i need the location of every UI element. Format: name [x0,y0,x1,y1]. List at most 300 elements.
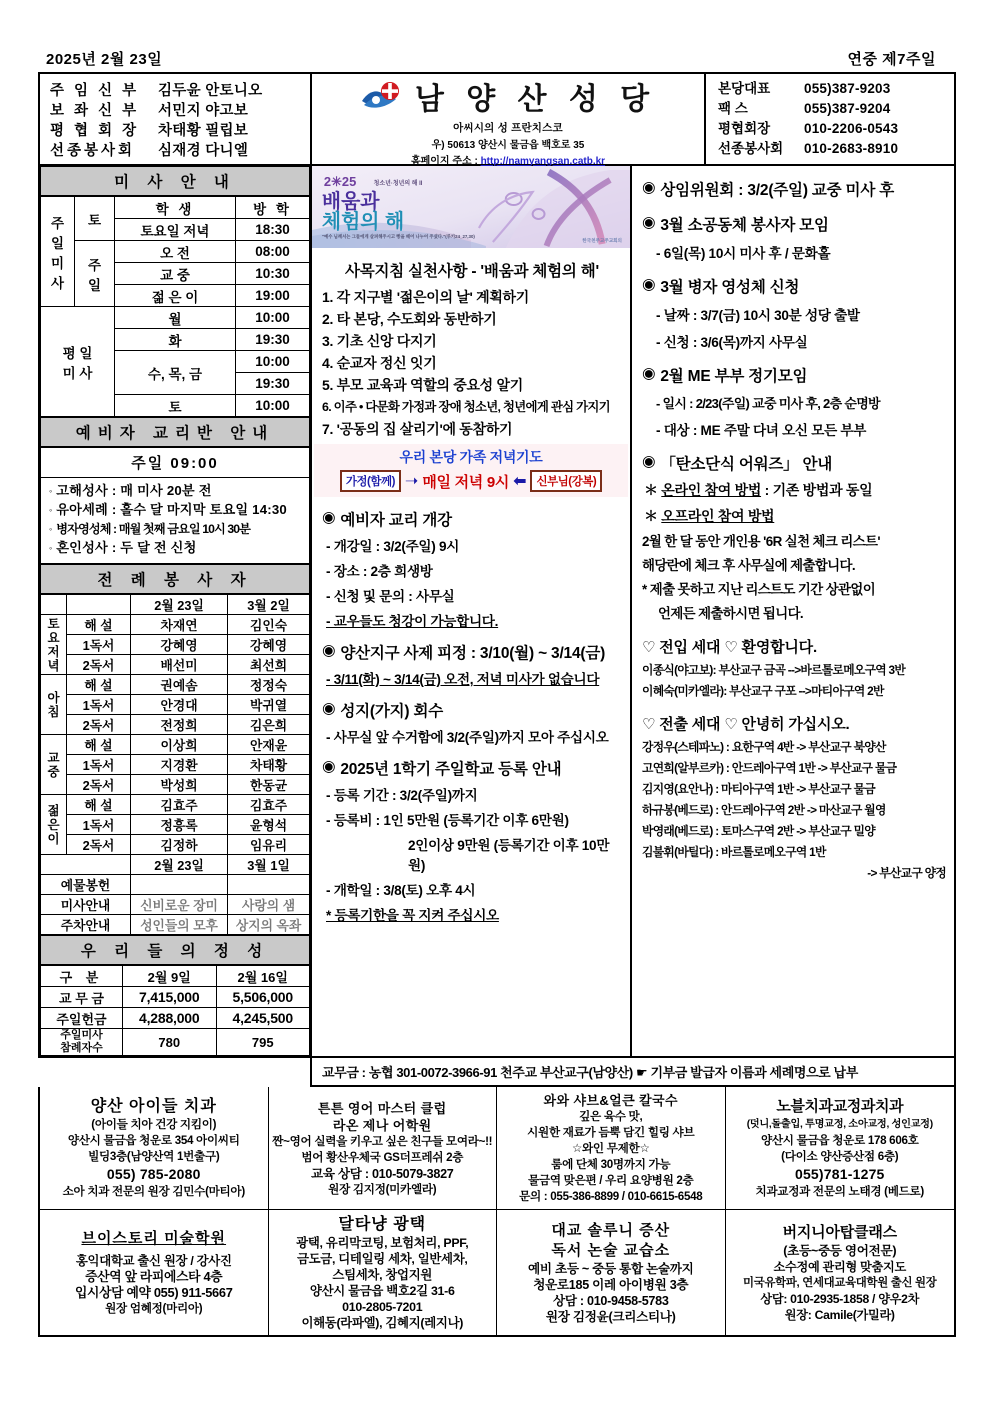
svg-text:배움과: 배움과 [321,190,380,214]
staff-row [50,81,310,101]
offering-title: 우 리 들 의 정 성 [40,935,310,965]
servers-name-a: 정흥록 [131,815,228,835]
offering-value-a: 780 [123,1029,217,1056]
mass-time: 10:30 [236,263,310,285]
servers-name-b: 차태황 [228,755,310,775]
table-row [41,635,310,655]
offering-label-line1: 주일미사 [60,1029,103,1041]
mass-time: 19:30 [236,329,310,351]
servers-name-a: 지경환 [131,755,228,775]
ad-line: 양산시 물금읍 청운로 354 아이씨티 [67,1134,240,1147]
carbon-body-line: 해당란에 체크 후 사무실에 제출합니다. [642,558,855,573]
servers-group-label: 교 중 [41,735,67,795]
mass-time: 18:30 [236,219,310,241]
ad-subtitle: 짠~영어 실력을 키우고 싶은 친구들 모여라~!! [272,1134,493,1148]
ad-phone: 055)781-1275 [794,1166,885,1182]
contact-label: 본당대표 [718,81,771,96]
transfer-out-row: 김지영(요안나) : 마티아구역 1반 -> 부산교구 물금 [642,782,875,796]
mass-head-vacation: 방 학 [236,197,310,219]
mass-name: 교 중 [115,263,236,285]
carbon-online-label: 온라인 참여 방법 [661,482,762,498]
middle-column [312,166,632,1056]
servers-name-a: 권예솜 [131,675,228,695]
mass-schedule-table [40,196,310,417]
mass-time: 10:00 [236,351,310,373]
offering-table [40,965,310,1056]
mass-day-sun: 주 일 [75,241,115,307]
offering-label [41,1029,123,1056]
church-logo-icon [360,81,406,111]
bullet-icon: ◦ [49,486,53,496]
bulletin-date: 2025년 2월 23일 [46,51,163,68]
staff-row [50,101,310,121]
announcement-heading: 성지(가지) 회수 [340,703,443,720]
ad-line: 상담 : 010-9458-5783 [552,1294,669,1308]
catechumen-time: 주일 09:00 [40,447,310,478]
transfer-out-heading: ♡ 전출 세대 ♡ 안녕히 가십시오. [642,716,850,733]
list-item [49,482,303,501]
sacrament-notes [40,478,310,564]
table-row [41,197,310,219]
ad-title: 튼튼 영어 마스터 클럽 [317,1100,447,1116]
ad-card[interactable] [497,1209,726,1335]
star-icon: ＊ [644,508,658,524]
table-row [41,795,310,815]
note-text: 고해성사 : 매 미사 20분 전 [56,483,212,498]
servers-group-label: 아 침 [41,675,67,735]
announcement-heading: 3월 소공동체 봉사자 모임 [660,217,829,234]
offering-label-line2: 참례자수 [60,1042,103,1054]
servers-role: 2독서 [67,835,131,855]
servers-group-label: 젊 은 이 [41,795,67,855]
transfer-out-last-line: -> 부산교구 양정 [867,866,946,880]
patron-saint: 아씨시의 성 프란치스코 [453,121,563,134]
servers-role: 2독서 [67,655,131,675]
ad-line: 빌딩3층(남양산역 1번출구) [88,1150,220,1163]
prayer-tag-priest: 신부님(강복) [530,470,602,492]
ad-line: 청운로185 이레 아이병원 3층 [533,1278,689,1292]
homepage-label: 홈페이지 주소 : [410,155,481,167]
guidelines-block [312,248,630,440]
bullet-icon: ◦ [49,524,53,534]
right-column [632,166,954,1056]
contact-value: 010-2206-0543 [804,121,899,136]
bullet-circle-icon: ◉ [642,179,656,196]
homepage-link[interactable]: http://namyangsan.catb.kr [480,155,606,167]
servers-role: 해 설 [67,615,131,635]
servers-role: 1독서 [67,695,131,715]
servers-name-b: 한동균 [228,775,310,795]
table-row [41,695,310,715]
sub-role: 예물봉헌 [41,875,131,895]
note-text: 혼인성사 : 두 달 전 신청 [56,540,197,555]
announcement-line: - 등록 기간 : 3/2(주일)까지 [326,788,478,803]
table-row [41,835,310,855]
note-text: 병자영성체 : 매월 첫째 금요일 10시 30분 [56,522,251,536]
staff-name: 서민지 야고보 [158,103,249,119]
ad-line: 홍익대학교 출신 원장 / 강사진 [75,1254,232,1268]
ad-title: 달타냥 광택 [338,1216,427,1233]
svg-text:2✳25: 2✳25 [323,173,357,190]
mass-head-student: 학 생 [115,197,236,219]
arrow-left-icon: ⬅ [513,473,527,490]
ad-subtitle: (초등~중등 영어전문) [783,1244,897,1258]
ad-title: 노블치과교정과치과 [776,1098,904,1115]
ad-line: ☆와인 무제한☆ [571,1142,650,1155]
servers-name-b: 안재윤 [228,735,310,755]
offering-value-b: 4,245,500 [216,1008,310,1029]
servers-name-b: 최선희 [228,655,310,675]
offering-col-label: 구 분 [41,966,123,987]
servers-name-b: 정정숙 [228,675,310,695]
carbon-offline-label: 오프라인 참여 방법 [661,508,775,524]
ad-line: 교육 상담 : 010-5079-3827 [311,1166,454,1181]
announcement-heading: 예비자 교리 개강 [340,512,452,529]
servers-role: 해 설 [67,795,131,815]
transfer-in-row: 이혜숙(미카엘라): 부산교구 구포 -->마티아구역 2반 [642,684,884,698]
servers-role: 해 설 [67,735,131,755]
sub-col-date2: 3월 1일 [228,855,310,875]
announcement-line: - 대상 : ME 주말 다녀 오신 모든 부부 [656,423,867,438]
ad-card[interactable] [726,1209,955,1335]
bullet-icon: ◦ [49,505,53,515]
servers-name-b: 박귀열 [228,695,310,715]
servers-name-b: 윤형석 [228,815,310,835]
ad-footer: 원장 김지정(미카엘라) [328,1182,437,1196]
ad-subtitle: 예비 초등 ~ 중등 통합 논술까지 [528,1262,694,1276]
table-row [41,895,310,915]
empty-cell [41,855,131,875]
announcement-heading-row [642,275,946,297]
table-row [41,615,310,635]
contact-value: 055)387-9204 [804,101,891,116]
mass-schedule-title: 미 사 안 내 [40,166,310,196]
ad-card[interactable] [40,1209,269,1335]
announcement-heading: 상임위원회 : 3/2(주일) 교중 미사 후 [660,182,894,199]
servers-name-b: 김은희 [228,715,310,735]
announcement-line: * 등록기한을 꼭 지켜 주십시오 [326,908,499,923]
mass-time: 10:00 [236,307,310,329]
arrow-right-icon: ➝ [404,473,419,490]
sub-val-b: 사랑의 샘 [228,895,310,915]
servers-col-date1: 2월 23일 [131,595,228,615]
church-identity [312,74,706,167]
announcement-heading: 2025년 1학기 주일학교 등록 안내 [340,761,562,778]
staff-name: 차태황 필립보 [158,123,249,139]
left-column [40,166,312,1056]
announcement-heading-row [322,757,624,779]
liturgical-label: 연중 제7주일 [847,51,936,68]
svg-text:청소년·청년의 해 II: 청소년·청년의 해 II [373,180,423,188]
ad-footer: 이해동(라파엘), 김혜지(레지나) [301,1316,464,1330]
contact-row [718,139,954,159]
offering-value-b: 795 [216,1029,310,1056]
announcement-heading-row [322,641,624,663]
servers-role: 해 설 [67,675,131,695]
staff-name: 심재경 다니엘 [158,143,249,159]
announcement-line: - 신청 : 3/6(목)까지 사무실 [656,335,808,350]
servers-role: 1독서 [67,755,131,775]
list-item [49,501,303,520]
announcement-heading-row [642,213,946,235]
ad-card[interactable] [269,1209,498,1335]
ad-card[interactable] [726,1087,955,1209]
ad-card[interactable] [269,1087,498,1209]
table-row [41,775,310,795]
year-theme-banner [312,166,630,248]
staff-list [40,74,312,164]
ad-line: 미국유학파, 연세대교육대학원 출신 원장 [743,1277,937,1289]
carbon-online-row [642,480,946,500]
transfer-out-row: 고연희(알부르카) : 안드레아구역 1반 -> 부산교구 물금 [642,761,897,775]
homepage-line [411,152,605,167]
sub-val-b [228,875,310,895]
list-item [49,539,303,558]
servers-name-b: 강혜영 [228,635,310,655]
bullet-circle-icon: ◉ [642,453,656,470]
ad-title-2: 라온 제나 어학원 [332,1117,432,1133]
carbon-offline-row [642,506,946,526]
prayer-time: 매일 저녁 9시 [422,473,510,491]
transfer-out-row: 박영래(베드로) : 토마스구역 2반 -> 부산교구 밀양 [642,824,875,838]
prayer-row [318,470,624,492]
sub-val-a: 성인들의 모후 [131,915,228,935]
offering-label: 주일헌금 [41,1008,123,1029]
catechumen-title: 예비자 교리반 안내 [40,417,310,447]
contact-value: 010-2683-8910 [804,141,899,156]
ad-line: 양산시 물금읍 백호2길 31-6 [309,1284,455,1298]
contact-label: 평협회장 [718,121,771,136]
sub-role: 미사안내 [41,895,131,915]
ad-subtitle: 광택, 유리막코팅, 보험처리, PPF, [296,1236,469,1250]
announcement-line: - 개강일 : 3/2(주일) 9시 [326,539,460,554]
ad-line: 금도금, 디테일링 세차, 일반세차, [296,1252,468,1266]
guideline-item: 1. 각 지구별 '젊은이의 날' 계획하기 [322,289,529,305]
sub-col-date1: 2월 23일 [131,855,228,875]
ad-line: (다이소 양산증산점 6층) [781,1150,899,1163]
servers-group-label: 토 요 저 녁 [41,615,67,675]
contact-row [718,79,954,99]
servers-name-a: 강혜영 [131,635,228,655]
servers-role: 2독서 [67,775,131,795]
mass-name: 화 [115,329,236,351]
table-row [41,241,310,263]
table-row [41,735,310,755]
contact-row [718,119,954,139]
offering-value-a: 4,288,000 [123,1008,217,1029]
mass-name: 수, 목, 금 [115,351,236,395]
carbon-heading: 「탄소단식 어워즈」 안내 [660,456,833,473]
table-row [41,875,310,895]
note-text: 유아세례 : 홀수 달 마지막 토요일 14:30 [56,502,287,517]
bullet-circle-icon: ◉ [322,700,336,717]
ad-title: 브이스토리 미술학원 [81,1230,227,1247]
ad-line: 범어 황산우체국 GS더프레쉬 2층 [301,1150,464,1164]
servers-name-a: 김정하 [131,835,228,855]
advertisements [38,1087,956,1337]
staff-row [50,121,310,141]
bullet-circle-icon: ◉ [642,276,656,293]
carbon-body-line: * 제출 못하고 지난 리스트도 기간 상관없이 [642,582,876,597]
mass-group-weekday: 평 일 미 사 [41,307,115,417]
announcement-heading: 3월 병자 영성체 신청 [660,279,800,296]
dateline [38,48,956,72]
mass-name: 월 [115,307,236,329]
church-name: 남 양 산 성 당 [414,82,657,116]
table-row [41,1029,310,1056]
bullet-circle-icon: ◉ [322,642,336,659]
sub-val-b: 상지의 옥좌 [228,915,310,935]
ad-line: 스팀세차, 창업지원 [332,1268,433,1282]
bullet-circle-icon: ◉ [642,214,656,231]
middle-announcements [312,508,630,924]
table-row [41,815,310,835]
offering-value-b: 5,506,000 [216,987,310,1008]
offering-col-date2: 2월 16일 [216,966,310,987]
ad-title: 양산 아이들 치과 [90,1098,217,1115]
family-prayer-banner [314,444,628,497]
table-row [41,855,310,875]
ad-title: 버지니아탑클래스 [782,1224,897,1241]
staff-role: 보 좌 신 부 [50,103,140,119]
bullet-icon: ◦ [49,543,53,553]
servers-name-a: 배선미 [131,655,228,675]
table-row [41,915,310,935]
staff-role: 주 임 신 부 [50,83,140,99]
mass-name: 오 전 [115,241,236,263]
guideline-item: 4. 순교자 정신 잇기 [322,355,437,371]
announcement-line: - 장소 : 2층 희생방 [326,564,433,579]
contact-list [706,74,954,164]
bullet-circle-icon: ◉ [322,509,336,526]
mass-time: 19:30 [236,373,310,395]
transfer-in-row: 이종식(야고보): 부산교구 금곡 -->바르톨로메오구역 3반 [642,663,906,677]
offering-label: 교 무 금 [41,987,123,1008]
table-row [41,755,310,775]
announcement-line: - 일시 : 2/23(주일) 교중 미사 후, 2층 순명방 [656,396,880,411]
servers-name-a: 박성희 [131,775,228,795]
ad-line: 증산역 앞 라피에스타 4층 [85,1269,223,1284]
bullet-circle-icon: ◉ [642,365,656,382]
offering-col-date1: 2월 9일 [123,966,217,987]
servers-table [40,594,310,935]
offering-value-a: 7,415,000 [123,987,217,1008]
main-body [38,166,956,1058]
staff-row [50,141,310,161]
transfer-out-row: 하규봉(베드로) : 안드레아구역 2반 -> 마산교구 월영 [642,803,886,817]
ad-title: 와와 샤브&얼큰 칼국수 [543,1093,678,1108]
servers-name-a: 안경대 [131,695,228,715]
mass-time: 19:00 [236,285,310,307]
star-icon: ＊ [644,482,658,498]
announcement-line: - 날짜 : 3/7(금) 10시 30분 성당 출발 [656,308,860,323]
announcement-heading: 양산지구 사제 피정 : 3/10(월) ~ 3/14(금) [340,645,606,662]
ad-footer: 원장 김정윤(크리스티나) [545,1310,676,1324]
carbon-heading-row [642,452,946,474]
prayer-tag-family: 가정(함께) [340,470,401,492]
ad-line: 시원한 재료가 듬뿍 담긴 힐링 샤브 [527,1126,695,1139]
transfer-out-row: 김불휘(바틸다) : 바르톨로메오구역 1반 [642,845,826,859]
table-row [41,675,310,695]
mass-time: 10:00 [236,395,310,417]
mass-time: 08:00 [236,241,310,263]
servers-name-b: 김인숙 [228,615,310,635]
table-row [41,1008,310,1029]
ad-card[interactable] [497,1087,726,1209]
announcement-line: - 3/11(화) ~ 3/14(금) 오전, 저녁 미사가 없습니다 [326,672,600,687]
contact-value: 055)387-9203 [804,81,891,96]
ad-subtitle: (덧니,돌출입, 투명교정, 소아교정, 성인교정) [746,1119,933,1130]
table-row [41,966,310,987]
ad-footer: 치과교정과 전문의 노태경 (베드로) [755,1185,924,1198]
guideline-item: 6. 이주 • 다문화 가정과 장애 청소년, 청년에게 관심 가지기 [322,400,610,414]
header-band [38,72,956,166]
ad-footer: 원장: Camile(가밀라) [784,1308,895,1322]
right-announcements [632,166,954,881]
announcement-line: - 등록비 : 1인 5만원 (등록기간 이후 6만원) [326,813,569,828]
ad-phone: 055) 785-2080 [106,1166,201,1182]
mass-name: 토요일 저녁 [115,219,236,241]
ad-line: 룸에 단체 30명까지 가능 [551,1158,671,1171]
announcement-heading-row [322,699,624,721]
mass-name: 젊 은 이 [115,285,236,307]
ad-footer: 소아 치과 전문의 원장 김민수(마티아) [62,1185,245,1198]
bank-account-line: 교무금 : 농협 301-0072-3966-91 천주교 부산교구(남양산) ☛ 기부금 발급자 이름과 세례명으로 납부 [310,1058,956,1087]
announcement-line: 2인이상 9만원 (등록기간 이후 10만원) [408,838,610,873]
empty-cell [67,595,131,615]
servers-role: 1독서 [67,635,131,655]
staff-name: 김두윤 안토니오 [158,83,263,99]
servers-name-a: 이상희 [131,735,228,755]
mass-group-sunday: 주 일 미 사 [41,197,75,307]
table-row [41,715,310,735]
servers-role: 2독서 [67,715,131,735]
staff-role: 선종봉사회 [50,143,136,159]
mass-day-sat: 토 [75,197,115,241]
announcement-heading-row [322,508,624,530]
announcement-line: - 신청 및 문의 : 사무실 [326,589,455,604]
ad-line: 상담: 010-2935-1858 / 양우2차 [760,1292,920,1306]
ad-subtitle: (아이들 치아 건강 지킴이) [91,1118,217,1131]
sub-val-a: 신비로운 장미 [131,895,228,915]
carbon-body-line: 언제든 제출하시면 됩니다. [658,606,804,621]
guideline-item: 7. '공동의 집 살리기'에 동참하기 [322,421,513,437]
ad-line: 양산시 물금읍 청운로 178 606호 [760,1134,919,1147]
announcement-line: - 개학일 : 3/8(토) 오후 4시 [326,883,476,898]
ad-card[interactable] [40,1087,269,1209]
svg-text:"예수 님께서는 그들에게 살펴해주시고 빵을 떼어 나누어: "예수 님께서는 그들에게 살펴해주시고 빵을 떼어 나누어 주셨다."(루카24_27,30) [321,233,475,240]
sub-val-a [131,875,228,895]
servers-name-a: 차재연 [131,615,228,635]
servers-title: 전 례 봉 사 자 [40,564,310,594]
ad-line: 소수정예 관리형 맞춤지도 [773,1260,906,1274]
servers-name-b: 김효주 [228,795,310,815]
ad-line: 입시상담 예약 055) 911-5667 [74,1285,233,1300]
announcement-heading-row [642,364,946,386]
table-row [41,595,310,615]
ad-line: 물금역 맞은편 / 우리 요양병원 2층 [528,1174,694,1187]
contact-label: 팩 스 [718,101,748,116]
prayer-title: 우리 본당 가족 저녁기도 [399,449,543,465]
ad-line: 010-2805-7201 [342,1300,423,1314]
logo-row [360,74,656,118]
servers-name-a: 전정희 [131,715,228,735]
ad-title-2: 독서 논술 교습소 [551,1242,671,1259]
servers-name-a: 김효주 [131,795,228,815]
contact-row [718,99,954,119]
transfer-out-row: 강정우(스테파노) : 요한구역 4반 -> 부산교구 북양산 [642,740,886,754]
servers-role: 1독서 [67,815,131,835]
